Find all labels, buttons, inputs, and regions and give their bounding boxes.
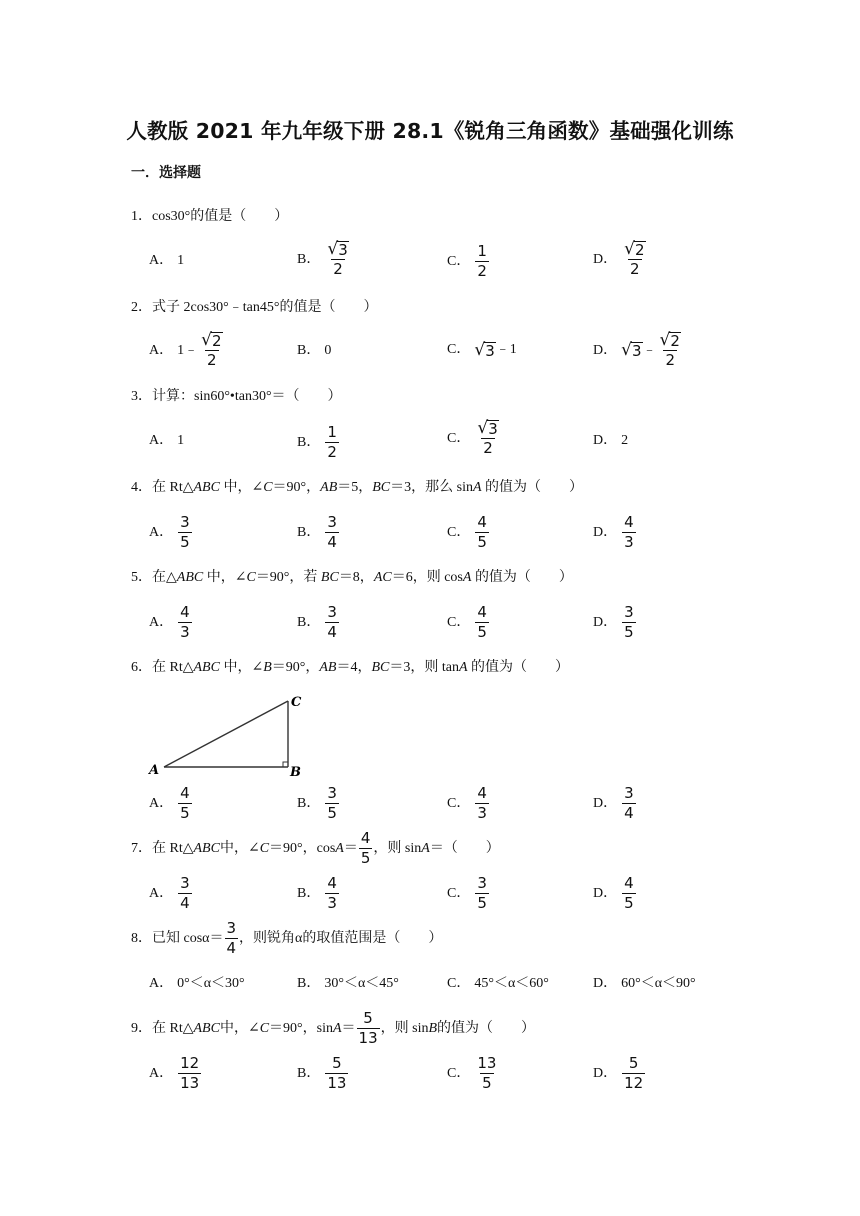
fraction: $\frac{3}{4}$ (624, 784, 634, 822)
question-1-option-a[interactable]: A． 1 (149, 253, 185, 268)
fraction: $\frac{4}{3}$ (624, 513, 634, 551)
question-5-option-c[interactable]: C． $\frac{4}{5}$ (447, 603, 487, 641)
question-2-option-a[interactable]: A． 1﹣ √ 2 2 (149, 332, 226, 369)
question-7-option-d[interactable]: D． $\frac{4}{5}$ (593, 874, 634, 912)
question-6-option-b[interactable]: B． $\frac{3}{5}$ (297, 784, 337, 822)
fraction: √ 3 2 (327, 239, 348, 278)
question-9-option-c[interactable]: C． $\frac{13}{5}$ (447, 1054, 497, 1092)
question-4-option-a[interactable]: A． $\frac{3}{5}$ (149, 513, 190, 551)
vertex-label-c: C (291, 695, 302, 710)
fraction: $\frac{4}{5}$ (624, 874, 634, 912)
question-5-option-b[interactable]: B． $\frac{3}{4}$ (297, 603, 337, 641)
question-1-option-d[interactable]: D． √ 2 2 (593, 241, 649, 278)
question-2-option-c[interactable]: C． √ 3 ﹣1 (447, 339, 517, 360)
question-6-option-c[interactable]: C． $\frac{4}{3}$ (447, 784, 487, 822)
fraction: $\frac{3}{5}$ (624, 603, 634, 641)
question-9-option-d[interactable]: D． $\frac{5}{12}$ (593, 1054, 644, 1092)
question-6-option-d[interactable]: D． $\frac{3}{4}$ (593, 784, 634, 822)
fraction: $\frac{4}{3}$ (477, 784, 487, 822)
question-2-option-d[interactable]: D． √ 3 ﹣ √ 2 2 (593, 332, 684, 369)
question-7-option-a[interactable]: A． $\frac{3}{4}$ (149, 874, 190, 912)
radical: √ 3 (621, 340, 642, 360)
radical: √ 3 (474, 339, 495, 360)
fraction: $\frac{4}{3}$ (180, 603, 190, 641)
question-9-stem: 9． 在 Rt△ ABC 中，∠ C ＝90°，sin A ＝ $\frac{5}{13}$ ，则 sin B 的值为（ ） (131, 1009, 536, 1047)
question-1-option-b[interactable]: B． √ 3 2 (297, 241, 352, 278)
fraction: √ 2 2 (201, 330, 222, 369)
right-angle-mark (283, 762, 288, 767)
fraction: $\frac{3}{4}$ (327, 513, 337, 551)
fraction: √ 3 2 (477, 418, 498, 457)
vertex-label-b: B (290, 765, 301, 780)
fraction: $\frac{4}{5}$ (477, 603, 487, 641)
fraction: $\frac{3}{5}$ (327, 784, 337, 822)
question-5-option-a[interactable]: A． $\frac{4}{3}$ (149, 603, 190, 641)
fraction: $\frac{1}{2}$ (327, 423, 337, 461)
fraction: $\frac{5}{13}$ (358, 1009, 378, 1047)
question-4-option-d[interactable]: D． $\frac{4}{3}$ (593, 513, 634, 551)
question-3-option-c[interactable]: C． √ 3 2 (447, 420, 502, 457)
question-1-option-c[interactable]: C． $\frac{1}{2}$ (447, 242, 487, 280)
fraction: $\frac{3}{4}$ (327, 603, 337, 641)
question-6-option-a[interactable]: A． $\frac{4}{5}$ (149, 784, 190, 822)
page-title: 人教版 2021 年九年级下册 28.1《锐角三角函数》基础强化训练 (126, 119, 734, 143)
question-4-option-b[interactable]: B． $\frac{3}{4}$ (297, 513, 337, 551)
fraction: $\frac{4}{5}$ (360, 829, 371, 867)
fraction: $\frac{5}{13}$ (327, 1054, 347, 1092)
question-4-stem: 4．在 Rt△ABC 中，∠C＝90°，AB＝5，BC＝3，那么 sinA 的值为（ ） (131, 480, 584, 495)
fraction: $\frac{5}{12}$ (624, 1054, 644, 1092)
fraction: $\frac{3}{4}$ (180, 874, 190, 912)
question-3-stem: 3．计算：sin60°•tan30°＝（ ） (131, 389, 342, 404)
question-5-stem: 5．在△ABC 中，∠C＝90°，若 BC＝8，AC＝6，则 cosA 的值为（ ） (131, 570, 573, 585)
question-8-option-c[interactable]: C． 45°＜α＜60° (447, 976, 549, 991)
question-4-option-c[interactable]: C． $\frac{4}{5}$ (447, 513, 487, 551)
question-9-option-b[interactable]: B． $\frac{5}{13}$ (297, 1054, 347, 1092)
fraction: $\frac{4}{3}$ (327, 874, 337, 912)
question-7-option-b[interactable]: B． $\frac{4}{3}$ (297, 874, 337, 912)
fraction: $\frac{4}{5}$ (180, 784, 190, 822)
question-8-option-d[interactable]: D． 60°＜α＜90° (593, 976, 696, 991)
section-heading: 一．选择题 (131, 165, 201, 181)
fraction: $\frac{13}{5}$ (477, 1054, 497, 1092)
fraction: $\frac{4}{5}$ (477, 513, 487, 551)
side-ac (164, 701, 288, 767)
fraction: $\frac{1}{2}$ (477, 242, 487, 280)
question-5-option-d[interactable]: D． $\frac{3}{5}$ (593, 603, 634, 641)
question-7-option-c[interactable]: C． $\frac{3}{5}$ (447, 874, 487, 912)
question-1-stem: 1．cos30°的值是（ ） (131, 209, 289, 224)
fraction: $\frac{3}{5}$ (180, 513, 190, 551)
question-7-stem: 7． 在 Rt△ ABC 中，∠ C ＝90°，cos A ＝ $\frac{4}{5}$ ，则 sin A ＝（ ） (131, 829, 500, 867)
question-9-option-a[interactable]: A． $\frac{12}{13}$ (149, 1054, 200, 1092)
fraction: $\frac{3}{5}$ (477, 874, 487, 912)
question-8-option-a[interactable]: A． 0°＜α＜30° (149, 976, 245, 991)
question-3-option-d[interactable]: D． 2 (593, 433, 629, 448)
question-2-stem: 2．式子 2cos30°﹣tan45°的值是（ ） (131, 300, 378, 315)
question-3-option-b[interactable]: B． $\frac{1}{2}$ (297, 423, 337, 461)
vertex-label-a: A (149, 763, 160, 778)
question-6-stem: 6．在 Rt△ABC 中，∠B＝90°，AB＝4，BC＝3，则 tanA 的值为（ ） (131, 660, 570, 675)
fraction: $\frac{12}{13}$ (180, 1054, 200, 1092)
question-3-option-a[interactable]: A． 1 (149, 433, 185, 448)
fraction: √ 2 2 (659, 330, 680, 369)
fraction: √ 2 2 (624, 239, 645, 278)
question-2-option-b[interactable]: B． 0 (297, 343, 332, 358)
right-triangle-figure (140, 688, 320, 780)
fraction: $\frac{3}{4}$ (226, 919, 237, 957)
question-8-stem: 8． 已知 cosα＝ $\frac{3}{4}$ ，则锐角α的取值范围是（ ） (131, 919, 443, 957)
question-8-option-b[interactable]: B． 30°＜α＜45° (297, 976, 399, 991)
